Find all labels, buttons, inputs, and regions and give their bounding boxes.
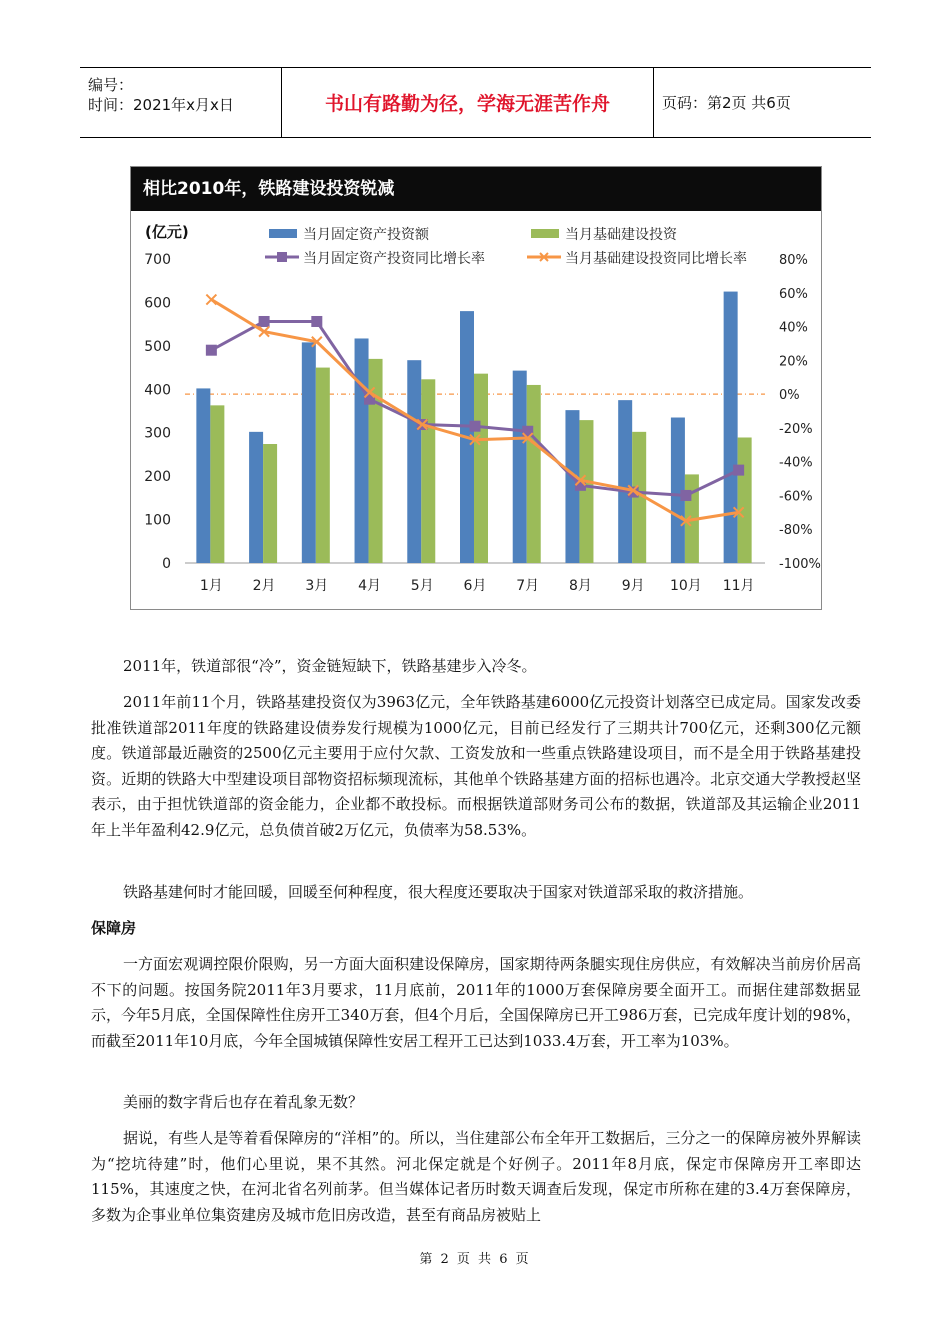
fixed-asset-bar	[355, 338, 369, 563]
document-header	[80, 67, 871, 138]
infrastructure-bar	[474, 374, 488, 563]
x-tick-label: 9月	[621, 578, 645, 594]
fixed-asset-growth-point	[680, 490, 691, 501]
paragraph-5: 美丽的数字背后也存在着乱象无数？	[123, 1093, 364, 1111]
fixed-asset-bar	[513, 371, 527, 563]
infrastructure-bar	[369, 359, 383, 563]
fixed-asset-growth-point	[470, 421, 481, 432]
y2-tick-label: -40%	[779, 455, 813, 471]
fixed-asset-bar	[196, 388, 210, 563]
x-tick-label: 2月	[252, 578, 276, 594]
x-tick-label: 10月	[669, 578, 702, 594]
legend-swatch	[531, 229, 559, 238]
legend-marker	[277, 252, 287, 262]
header-page-label: 页码：第2页 共6页	[662, 94, 791, 112]
y-tick-label: 700	[144, 252, 171, 268]
y-tick-label: 500	[144, 338, 171, 355]
y2-tick-label: 20%	[779, 354, 808, 370]
x-tick-label: 5月	[410, 578, 434, 594]
y2-tick-label: -100%	[779, 557, 821, 572]
infrastructure-bar	[421, 379, 435, 563]
y-tick-label: 600	[144, 295, 171, 312]
fixed-asset-bar	[302, 342, 316, 563]
document-date-label: 时间：2021年x月x日	[88, 96, 234, 114]
x-tick-label: 4月	[358, 578, 382, 594]
legend-label: 当月基础建设投资同比增长率	[565, 251, 747, 267]
railway-investment-chart	[130, 166, 822, 610]
x-tick-label: 11月	[722, 578, 755, 594]
x-tick-label: 6月	[463, 578, 487, 594]
y-axis-label: (亿元)	[145, 223, 189, 241]
y2-tick-label: 60%	[779, 286, 808, 302]
y2-tick-label: 80%	[779, 253, 808, 268]
y-tick-label: 0	[162, 556, 171, 572]
fixed-asset-growth-point	[259, 316, 270, 327]
y-tick-label: 400	[144, 382, 171, 399]
paragraph-3: 铁路基建何时才能回暖，回暖至何种程度，很大程度还要取决于国家对铁道部采取的救济措施。	[123, 883, 754, 901]
infrastructure-bar	[210, 405, 224, 563]
document-number-label: 编号：	[88, 76, 134, 94]
legend-swatch	[269, 229, 297, 238]
fixed-asset-growth-point	[733, 465, 744, 476]
section-heading: 保障房	[91, 919, 137, 937]
infrastructure-bar	[263, 444, 277, 563]
page-footer: 第 2 页 共 6 页	[419, 1252, 531, 1267]
infrastructure-bar	[738, 437, 752, 563]
y-tick-label: 200	[144, 469, 171, 486]
infrastructure-growth-point	[206, 295, 216, 305]
fixed-asset-growth-point	[206, 345, 217, 356]
y2-tick-label: -80%	[779, 523, 813, 539]
fixed-asset-growth-point	[311, 316, 322, 327]
x-tick-label: 7月	[516, 578, 540, 594]
legend-label: 当月固定资产投资额	[303, 227, 429, 243]
paragraph-6: 据说，有些人是等着看保障房的“洋相”的。所以，当住建部公布全年开工数据后，三分之一的保障房被外界解读为“挖坑待建”时，他们心里说，果不其然。河北保定就是个好例子。2011年8月底，保定市保障房开工率即达115%，其速度之快，在河北省名列前茅。但当媒体记者历时数天调查后发现，保定市所称在建的3.4万套保障房，多数为企事业单位集资建房及城市危旧房改造，甚至有商品房被贴上	[91, 1129, 861, 1224]
fixed-asset-bar	[407, 360, 421, 563]
infrastructure-bar	[527, 385, 541, 563]
header-meta-cell	[80, 68, 282, 137]
x-tick-label: 3月	[305, 578, 329, 594]
fixed-asset-bar	[724, 292, 738, 563]
fixed-asset-bar	[249, 432, 263, 563]
y2-tick-label: -20%	[779, 421, 813, 437]
paragraph-1: 2011年，铁道部很“冷”，资金链短缺下，铁路基建步入冷冬。	[123, 657, 537, 675]
x-tick-label: 8月	[568, 578, 592, 594]
infrastructure-bar	[316, 368, 330, 563]
infrastructure-bar	[579, 420, 593, 563]
x-tick-label: 1月	[199, 578, 223, 594]
y2-tick-label: 0%	[779, 388, 800, 404]
paragraph-2: 2011年前11个月，铁路基建投资仅为3963亿元，全年铁路基建6000亿元投资计划落空已成定局。国家发改委批准铁道部2011年度的铁路建设债券发行规模为1000亿元，目前已经发行了三期共计700亿元，还剩300亿元额度。铁道部最近融资的2500亿元主要用于应付欠款、工资发放和一些重点铁路建设项目，而不是全用于铁路基建投资。近期的铁路大中型建设项目部物资招标频现流标，其他单个铁路基建方面的招标也遇冷。北京交通大学教授赵坚表示，由于担忧铁道部的资金能力，企业都不敢投标。而根据铁道部财务司公布的数据，铁道部及其运输企业2011年上半年盈利42.9亿元，总负债首破2万亿元，负债率为58.53%。	[91, 693, 861, 839]
legend-label: 当月基础建设投资	[565, 227, 677, 243]
fixed-asset-bar	[618, 400, 632, 563]
header-motto: 书山有路勤为径，学海无涯苦作舟	[282, 68, 654, 137]
y2-tick-label: -60%	[779, 489, 813, 505]
y2-tick-label: 40%	[779, 320, 808, 336]
y-tick-label: 300	[144, 425, 171, 442]
chart-title: 相比2010年，铁路建设投资锐减	[131, 167, 821, 211]
y-tick-label: 100	[144, 512, 171, 529]
chart-plot	[131, 211, 821, 609]
paragraph-4: 一方面宏观调控限价限购，另一方面大面积建设保障房，国家期待两条腿实现住房供应，有效解决当前房价居高不下的问题。按国务院2011年3月要求，11月底前，2011年的1000万套保障房要全面开工。而据住建部数据显示，今年5月底，全国保障性住房开工340万套，但4个月后，全国保障房已开工986万套，已完成年度计划的98%，而截至2011年10月底，今年全国城镇保障性安居工程开工已达到1033.4万套，开工率为103%。	[91, 955, 861, 1050]
legend-label: 当月固定资产投资同比增长率	[303, 251, 485, 267]
